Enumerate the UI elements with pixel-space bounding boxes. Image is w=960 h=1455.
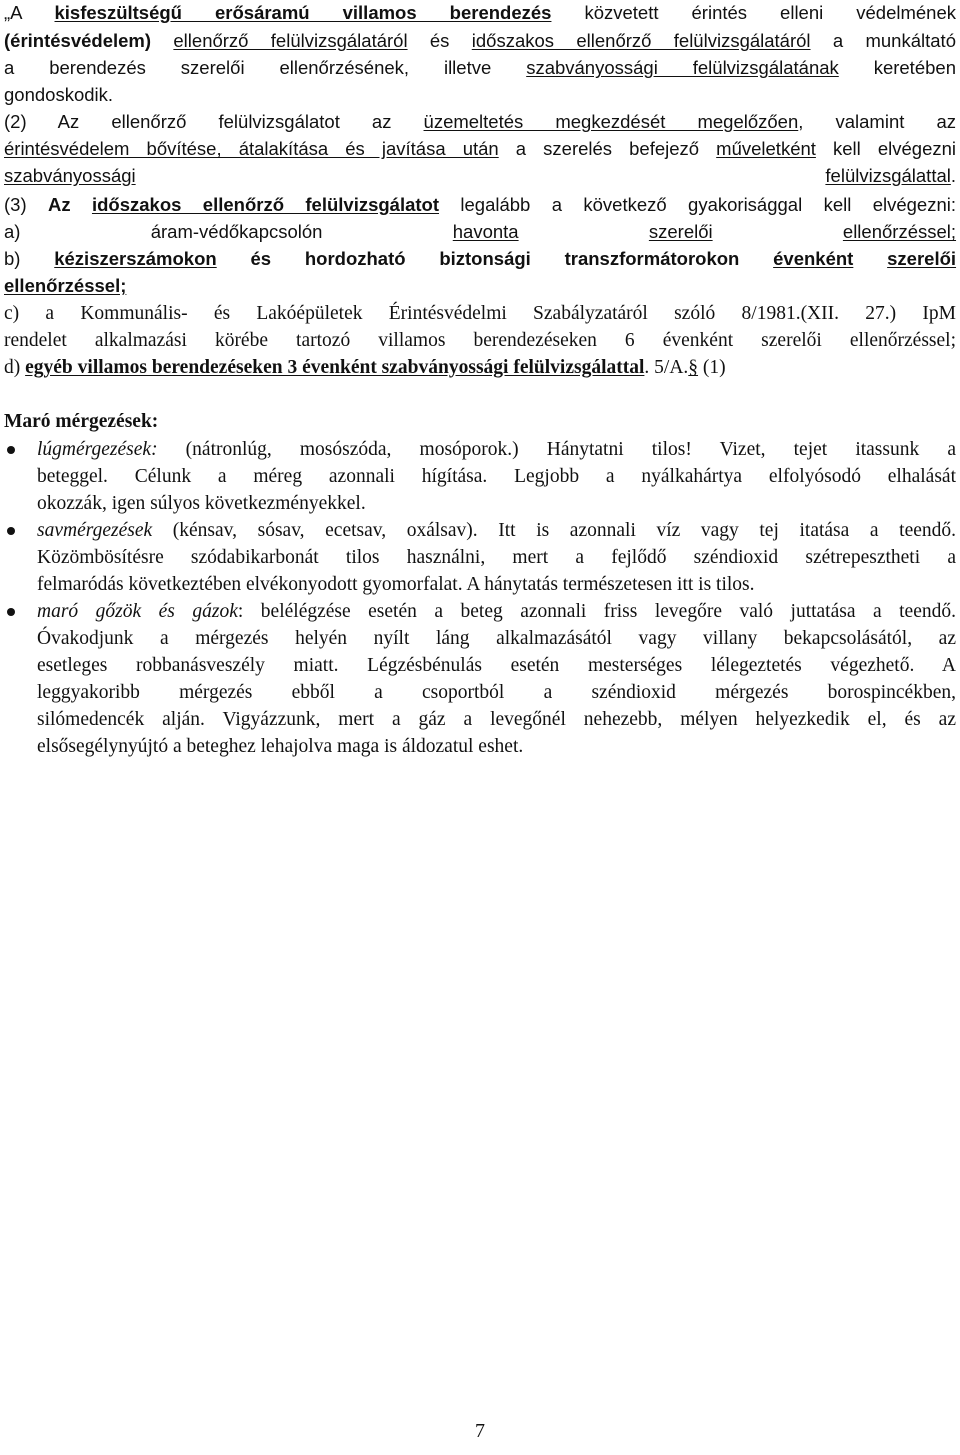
bullet-dot-icon [7, 446, 15, 454]
bullet1-line-1: lúgmérgezések: (nátronlúg, mosószóda, mosóporok.) Hánytatni tilos! Vizet, tejet itassunk a [37, 439, 956, 460]
opening-quote-text: „A [4, 2, 55, 23]
underlined-term: szabványossági [4, 165, 136, 186]
p3-line-5: c) a Kommunális- és Lakóépületek Érintésvédelmi Szabályzatáról szóló 8/1981.(XII. 27.) IpM [4, 303, 956, 324]
underlined-term: szabványossági felülvizsgálatának [526, 57, 839, 78]
p1-line-4: gondoskodik. [4, 84, 114, 105]
emphasis-device-name: kisfeszültségű erősáramú villamos berendezés [54, 2, 552, 23]
bullet1-line-2: beteggel. Célunk a méreg azonnali hígítása. Legjobb a nyálkahártya elfolyósodó elhalását [37, 466, 956, 487]
section-heading: Maró mérgezések: [4, 411, 159, 432]
italic-term: savmérgezések [37, 520, 153, 541]
italic-term: maró gőzök és gázok [37, 601, 238, 622]
bullet1-line-3: okozzák, igen súlyos következményekkel. [37, 493, 366, 514]
page-number: 7 [475, 1420, 485, 1442]
bullet-dot-icon [7, 527, 15, 535]
p3-line-2: a) áram-védőkapcsolón havonta szerelői ellenőrzéssel; [4, 221, 957, 242]
underlined-term: szerelői [648, 221, 713, 242]
bullet2-line-1: savmérgezések (kénsav, sósav, ecetsav, oxálsav). Itt is azonnali víz vagy tej itatása a teendő. [37, 520, 956, 541]
p3-line-1: (3) Az időszakos ellenőrző felülvizsgálatot legalább a következő gyakorisággal kell elvégezni: [4, 194, 957, 215]
p2-line-1: (2) Az ellenőrző felülvizsgálatot az üzemeltetés megkezdését megelőzően, valamint az [4, 111, 956, 132]
emphasis-term: évenként [773, 248, 854, 269]
p3-line-6: rendelet alkalmazási körébe tartozó villamos berendezéseken 6 évenként szerelői ellenőrzéssel; [4, 330, 956, 351]
underlined-term: ellenőrző felülvizsgálatáról [173, 30, 408, 51]
underlined-term: műveletként [716, 138, 816, 159]
emphasis-term: kéziszerszámokon [54, 248, 217, 269]
p1-line-2: (érintésvédelem) ellenőrző felülvizsgálatáról és időszakos ellenőrző felülvizsgálatáról a munkáltató [4, 30, 956, 51]
bullet3-line-5: silómedencék alján. Vigyázzunk, mert a gáz a levegőnél nehezebb, mélyen helyezkedik el, és az [37, 709, 956, 730]
p3-line-3: b) kéziszerszámokon és hordozható biztonsági transzformátorokon évenként szerelői [4, 248, 957, 269]
underlined-term: havonta [452, 221, 519, 242]
p3-line-4: ellenőrzéssel; [4, 275, 127, 296]
bullet3-line-6: elsősegélynyújtó a beteghez lehajolva maga is áldozatul eshet. [37, 736, 524, 757]
bullet2-line-2: Közömbösítésre szódabikarbonát tilos használni, mert a fejlődő széndioxid szétrepesztheti a [37, 547, 956, 568]
underlined-term: felülvizsgálattal [825, 165, 951, 186]
p2-line-3: szabványossági felülvizsgálattal. [4, 165, 956, 186]
bullet2-line-3: felmaródás következtében elvékonyodott gyomorfalat. A hánytatás természetesen itt is tilos. [37, 574, 755, 595]
bold-term: (érintésvédelem) [4, 30, 152, 51]
p3-line-7: d) egyéb villamos berendezéseken 3 évenként szabványossági felülvizsgálattal. 5/A.§ (1) [4, 357, 726, 378]
underlined-term: ellenőrzéssel; [842, 221, 957, 242]
bullet3-line-4: leggyakoribb mérgezés ebből a csoportból a széndioxid mérgezés borospincékben, [37, 682, 956, 703]
bullet3-line-3: esetleges robbanásveszély miatt. Légzésbénulás esetén mesterséges lélegeztetés végezhető. A [37, 655, 956, 676]
body-text: közvetett érintés elleni védelmének [551, 2, 957, 23]
p1-line-3: a berendezés szerelői ellenőrzésének, illetve szabványossági felülvizsgálatának keretében [4, 57, 956, 78]
underlined-term: időszakos ellenőrző felülvizsgálatáról [471, 30, 811, 51]
bullet3-line-2: Óvakodjunk a mérgezés helyén nyílt láng alkalmazásától vagy villany bekapcsolásától, az [37, 628, 956, 649]
p1-line-1 [4, 0, 956, 26]
section-sign: § [688, 357, 699, 378]
emphasis-term: szerelői [887, 248, 957, 269]
emphasis-term: egyéb villamos berendezéseken 3 évenként szabványossági felülvizsgálattal [25, 357, 645, 378]
emphasis-term: időszakos ellenőrző felülvizsgálatot [91, 194, 440, 215]
bullet-dot-icon [7, 608, 15, 616]
underlined-term: üzemeltetés megkezdését megelőzően [423, 111, 799, 132]
underlined-term: érintésvédelem bővítése, átalakítása és javítása után [4, 138, 499, 159]
bullet3-line-1: maró gőzök és gázok: belélégzése esetén a beteg azonnali friss levegőre való juttatása a teendő. [37, 601, 956, 622]
italic-term: lúgmérgezések: [37, 439, 158, 460]
p2-line-2: érintésvédelem bővítése, átalakítása és javítása után a szerelés befejező műveletként kell elvégezni [4, 138, 957, 159]
